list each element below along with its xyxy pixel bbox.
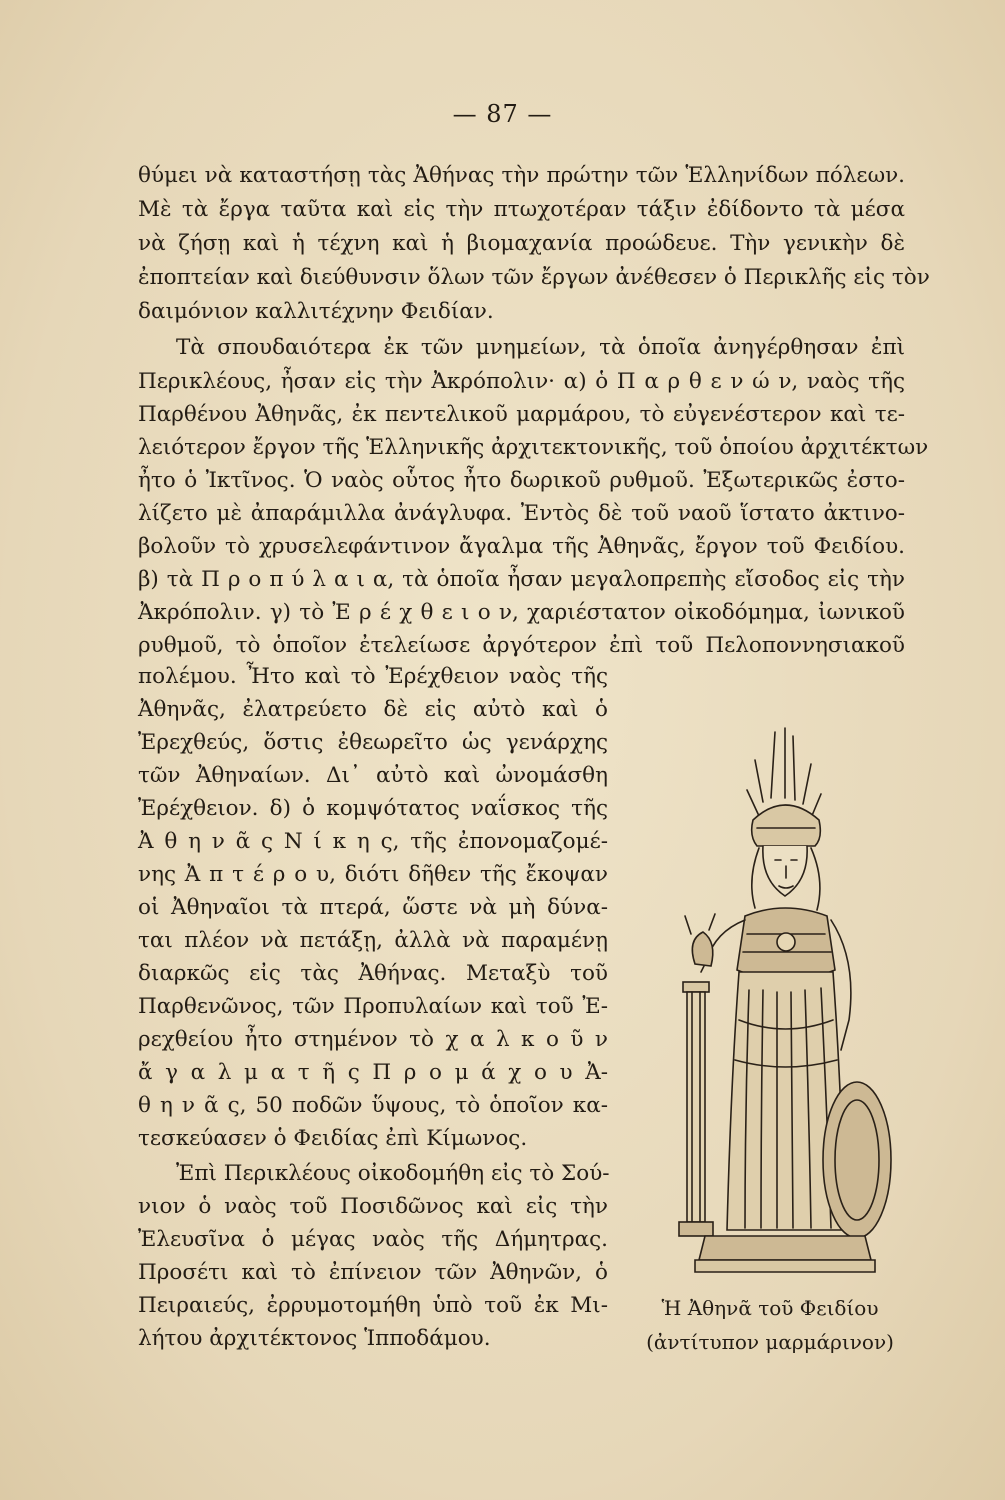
text-line: Ἀ θ η ν ᾶ ς Ν ί κ η ς, τῆς ἐπονομαζομέ-: [138, 829, 608, 854]
text-line: ἦτο ὁ Ἰκτῖνος. Ὁ ναὸς οὗτος ἦτο δωρικοῦ ρυθμοῦ. Ἐξωτερικῶς ἐστο-: [138, 468, 905, 493]
text-line: ται πλέον νὰ πετάξῃ, ἀλλὰ νὰ παραμένῃ: [138, 928, 608, 953]
text-line: πολέμου. Ἦτο καὶ τὸ Ἐρέχθειον ναὸς τῆς: [138, 664, 608, 689]
text-line: Ἐπὶ Περικλέους οἰκοδομήθη εἰς τὸ Σού-: [176, 1161, 610, 1186]
text-line: νιον ὁ ναὸς τοῦ Ποσιδῶνος καὶ εἰς τὴν: [138, 1194, 608, 1219]
text-line: λίζετο μὲ ἀπαράμιλλα ἀνάγλυφα. Ἐντὸς δὲ τοῦ ναοῦ ἵστατο ἀκτινο-: [138, 501, 905, 526]
text-line: ρυθμοῦ, τὸ ὁποῖον ἐτελείωσε ἀργότερον ἐπὶ τοῦ Πελοποννησιακοῦ: [138, 633, 905, 658]
text-line: θύμει νὰ καταστήσῃ τὰς Ἀθήνας τὴν πρώτην τῶν Ἑλληνίδων πόλεων.: [138, 163, 905, 188]
text-line: Ἐρέχθειον. δ) ὁ κομψότατος ναΐσκος τῆς: [138, 796, 608, 821]
text-line: β) τὰ Π ρ ο π ύ λ α ι α, τὰ ὁποῖα ἦσαν μεγαλοπρεπὴς εἴσοδος εἰς τὴν: [138, 567, 905, 592]
text-line: Ἐλευσῖνα ὁ μέγας ναὸς τῆς Δήμητρας.: [138, 1227, 608, 1252]
text-line: Ἀθηνᾶς, ἐλατρεύετο δὲ εἰς αὐτὸ καὶ ὁ: [138, 697, 608, 722]
page-number: — 87 —: [452, 100, 553, 128]
text-line: τῶν Ἀθηναίων. Δι᾽ αὐτὸ καὶ ὠνομάσθη: [138, 763, 608, 788]
text-line: ἐποπτείαν καὶ διεύθυνσιν ὅλων τῶν ἔργων ἀνέθεσεν ὁ Περικλῆς εἰς τὸν: [138, 265, 930, 290]
text-line: τεσκεύασεν ὁ Φειδίας ἐπὶ Κίμωνος.: [138, 1126, 528, 1151]
text-line: Ἀκρόπολιν. γ) τὸ Ἐ ρ έ χ θ ε ι ο ν, χαριέστατον οἰκοδόμημα, ἰωνικοῦ: [138, 600, 905, 625]
text-line: Τὰ σπουδαιότερα ἐκ τῶν μνημείων, τὰ ὁποῖα ἀνηγέρθησαν ἐπὶ: [176, 335, 905, 360]
text-line: θ η ν ᾶ ς, 50 ποδῶν ὕψους, τὸ ὁποῖον κα-: [138, 1093, 608, 1118]
text-line: λειότερον ἔργον τῆς Ἑλληνικῆς ἀρχιτεκτονικῆς, τοῦ ὁποίου ἀρχιτέκτων: [138, 435, 929, 460]
text-line: Μὲ τὰ ἔργα ταῦτα καὶ εἰς τὴν πτωχοτέραν τάξιν ἐδίδοντο τὰ μέσα: [138, 197, 905, 222]
text-line: Περικλέους, ἦσαν εἰς τὴν Ἀκρόπολιν· α) ὁ Π α ρ θ ε ν ώ ν, ναὸς τῆς: [138, 369, 905, 394]
athena-statue-illustration: [635, 720, 905, 1280]
text-line: νὰ ζήσῃ καὶ ἡ τέχνη καὶ ἡ βιομαχανία προώδευε. Τὴν γενικὴν δὲ: [138, 231, 905, 256]
text-line: Ἐρεχθεύς, ὅστις ἐθεωρεῖτο ὡς γενάρχης: [138, 730, 608, 755]
figure-caption-note: (ἀντίτυπον μαρμάρινον): [646, 1330, 894, 1354]
text-line: οἱ Ἀθηναῖοι τὰ πτερά, ὥστε νὰ μὴ δύνα-: [138, 895, 608, 920]
text-line: Προσέτι καὶ τὸ ἐπίνειον τῶν Ἀθηνῶν, ὁ: [138, 1260, 608, 1285]
text-line: Πειραιεύς, ἐρρυμοτομήθη ὑπὸ τοῦ ἐκ Μι-: [138, 1293, 608, 1318]
text-line: νης Ἀ π τ έ ρ ο υ, διότι δῆθεν τῆς ἔκοψαν: [138, 862, 608, 887]
text-line: Παρθενῶνος, τῶν Προπυλαίων καὶ τοῦ Ἐ-: [138, 994, 608, 1019]
text-line: βολοῦν τὸ χρυσελεφάντινον ἄγαλμα τῆς Ἀθηνᾶς, ἔργον τοῦ Φειδίου.: [138, 534, 905, 559]
text-line: διαρκῶς εἰς τὰς Ἀθήνας. Μεταξὺ τοῦ: [138, 961, 608, 986]
text-line: δαιμόνιον καλλιτέχνην Φειδίαν.: [138, 299, 494, 324]
text-line: λήτου ἀρχιτέκτονος Ἱπποδάμου.: [138, 1326, 491, 1351]
text-line: Παρθένου Ἀθηνᾶς, ἐκ πεντελικοῦ μαρμάρου, τὸ εὐγενέστερον καὶ τε-: [138, 402, 905, 427]
text-line: ρεχθείου ἦτο στημένον τὸ χ α λ κ ο ῦ ν: [138, 1027, 608, 1052]
figure-caption-title: Ἡ Ἀθηνᾶ τοῦ Φειδίου: [661, 1296, 879, 1320]
text-line: ἄ γ α λ μ α τ ῆ ς Π ρ ο μ ά χ ο υ Ἀ-: [138, 1060, 608, 1085]
athena-statue-drawing: [635, 720, 905, 1280]
